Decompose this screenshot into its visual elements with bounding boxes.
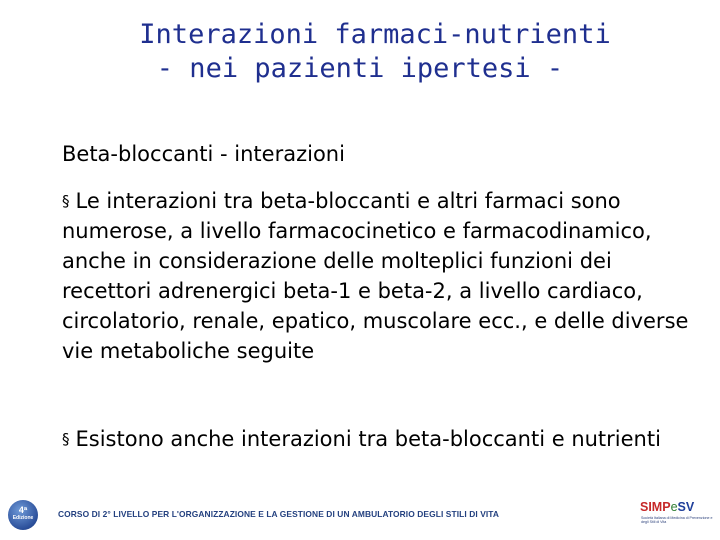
- simpesv-logo: SIMPeSV: [640, 500, 695, 514]
- bullet-text: Le interazioni tra beta-bloccanti e altri farmaci sono numerose, a livello farmacocinetico e farmacodinamico, anche in considerazione delle molteplici funzioni dei recettori adrenergici beta-1 e beta-2, a livello cardiaco, circolatorio, renale, epatico, muscolare ecc., e delle diverse vie metaboliche seguite: [62, 189, 689, 363]
- bullet-item: [62, 186, 702, 366]
- footer-banner: [0, 496, 720, 536]
- logo-subtitle: Società Italiana di Medicina di Prevenzione e degli Stili di Vita: [641, 516, 713, 525]
- bullet-text: Esistono anche interazioni tra beta-bloccanti e nutrienti: [75, 427, 661, 451]
- bullet-item: [62, 424, 702, 454]
- edition-label: Edizione: [12, 515, 34, 521]
- edition-number: 4ª: [18, 505, 28, 515]
- bullet-marker-icon: §: [62, 192, 70, 210]
- slide-title: [0, 18, 720, 86]
- slide-subtitle: Beta-bloccanti - interazioni: [62, 142, 345, 166]
- bullet-marker-icon: §: [62, 430, 70, 448]
- course-title: CORSO DI 2° LIVELLO PER L'ORGANIZZAZIONE E LA GESTIONE DI UN AMBULATORIO DEGLI STILI DI VITA: [58, 509, 500, 519]
- edition-badge-icon: [8, 500, 38, 530]
- slide-title-line1: Interazioni farmaci-nutrienti: [139, 19, 611, 50]
- slide-title-line2: - nei pazienti ipertesi -: [156, 53, 564, 84]
